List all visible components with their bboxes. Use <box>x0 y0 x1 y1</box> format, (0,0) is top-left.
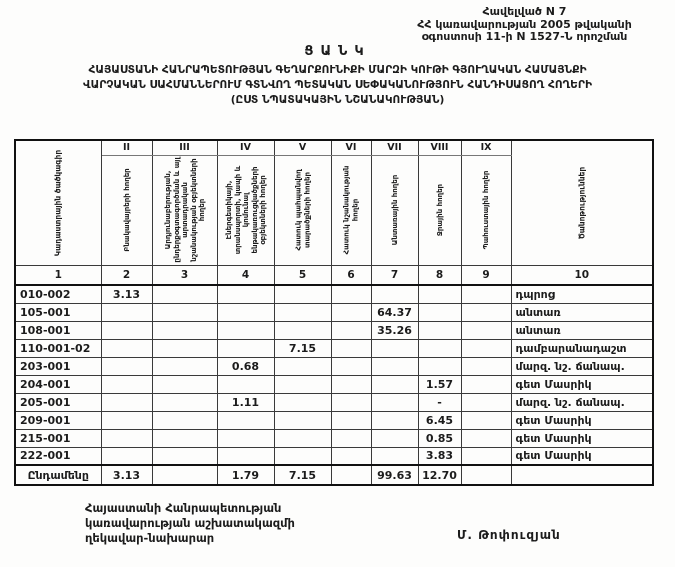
signatory-title-line: Հայաստանի Հանրապետության <box>85 501 282 515</box>
col-header-water-lands: Ջրային հողեր <box>418 155 461 265</box>
value-cell: 6.45 <box>418 411 461 429</box>
value-cell <box>217 375 274 393</box>
value-cell: 0.85 <box>418 429 461 447</box>
value-cell <box>461 303 511 321</box>
value-cell <box>101 357 152 375</box>
table-row <box>15 303 653 321</box>
value-cell <box>371 411 418 429</box>
value-cell <box>152 375 217 393</box>
notes-header-label: Ծանոթություններ <box>577 166 587 239</box>
value-cell <box>152 321 217 339</box>
cadastral-code-cell: 110-001-02 <box>15 339 101 357</box>
value-cell <box>101 339 152 357</box>
note-cell: գետ Մասրիկ <box>511 447 653 465</box>
roman-numeral: III <box>152 140 217 155</box>
signatory-title-line: ղեկավար-նախարար <box>85 531 215 545</box>
column-number: 2 <box>101 265 152 285</box>
value-cell <box>418 303 461 321</box>
column-number: 5 <box>274 265 331 285</box>
value-cell <box>418 321 461 339</box>
table-row <box>15 285 653 303</box>
value-cell <box>217 429 274 447</box>
annex-reference-block <box>382 6 667 44</box>
value-cell <box>371 375 418 393</box>
value-cell <box>461 447 511 465</box>
value-cell <box>274 375 331 393</box>
column-number: 1 <box>15 265 101 285</box>
value-cell <box>461 339 511 357</box>
value-cell <box>331 429 371 447</box>
value-cell <box>274 357 331 375</box>
cadastral-code-cell: 203-001 <box>15 357 101 375</box>
value-cell <box>101 321 152 339</box>
value-cell <box>331 393 371 411</box>
column-number: 9 <box>461 265 511 285</box>
value-cell <box>152 357 217 375</box>
value-cell <box>217 303 274 321</box>
value-cell <box>418 285 461 303</box>
value-cell: 1.57 <box>418 375 461 393</box>
signatory-name: Մ. Թոփուզյան <box>457 528 561 542</box>
total-value-cell: 12.70 <box>418 465 461 485</box>
value-cell <box>418 357 461 375</box>
value-cell <box>152 393 217 411</box>
value-cell: 64.37 <box>371 303 418 321</box>
note-cell: մարզ. նշ. ճանապ. <box>511 357 653 375</box>
cadastral-code-cell: 222-001 <box>15 447 101 465</box>
value-cell <box>274 411 331 429</box>
note-cell: դպրոց <box>511 285 653 303</box>
value-cell: 1.11 <box>217 393 274 411</box>
col-header-protected-areas-lands: Հատուկ պահպանվող տարածքների հողեր <box>274 155 331 265</box>
value-cell <box>274 303 331 321</box>
value-cell <box>418 339 461 357</box>
table-row <box>15 357 653 375</box>
table-row <box>15 321 653 339</box>
col-header-industry-lands: Արդյունաբերության, ընդերքօգտագործման և այլ արտադրական նշանակության օբյեկտների հողեր <box>152 155 217 265</box>
roman-numeral-header-row <box>15 140 653 155</box>
table-row <box>15 447 653 465</box>
value-cell <box>461 393 511 411</box>
total-row <box>15 465 653 485</box>
title-line: ՀԱՅԱՍՏԱՆԻ ՀԱՆՐԱՊԵՏՈՒԹՅԱՆ ԳԵՂԱՐՔՈՒՆԻՔԻ ՄԱՐԶԻ ԿՈՒԹԻ ԳՅՈՒՂԱԿԱՆ ՀԱՄԱՅՆՔԻ <box>88 64 587 76</box>
table-row <box>15 339 653 357</box>
value-cell <box>371 339 418 357</box>
col-header-energy-transport-lands: Էներգետիկայի, տրանսպորտի, կապի և կոմունալ ենթակառուցվածքների օբյեկտների հողեր <box>217 155 274 265</box>
value-cell: 0.68 <box>217 357 274 375</box>
col-header-forest-lands: Անտառային հողեր <box>371 155 418 265</box>
value-cell <box>101 447 152 465</box>
total-label: Ընդամենը <box>15 465 101 485</box>
roman-numeral: VIII <box>418 140 461 155</box>
value-cell <box>461 411 511 429</box>
value-cell <box>101 393 152 411</box>
note-cell: գետ Մասրիկ <box>511 429 653 447</box>
roman-numeral: IX <box>461 140 511 155</box>
value-cell <box>371 357 418 375</box>
land-parcels-table <box>14 139 654 486</box>
table-row <box>15 411 653 429</box>
cadastral-code-cell: 010-002 <box>15 285 101 303</box>
total-value-cell: 3.13 <box>101 465 152 485</box>
column-number: 8 <box>418 265 461 285</box>
value-cell <box>461 375 511 393</box>
value-cell <box>331 411 371 429</box>
title-line: ՎԱՐՉԱԿԱՆ ՍԱՀՄԱՆՆԵՐՈՒՄ ԳՏՆՎՈՂ ՊԵՏԱԿԱՆ ՍԵՓԱԿԱՆՈՒԹՅՈՒՆ ՀԱՆԴԻՍԱՑՈՂ ՀՈՂԵՐԻ <box>83 79 592 91</box>
value-cell <box>274 429 331 447</box>
value-cell <box>461 429 511 447</box>
value-cell <box>274 447 331 465</box>
total-value-cell <box>461 465 511 485</box>
value-cell: 7.15 <box>274 339 331 357</box>
value-cell <box>331 321 371 339</box>
cadastral-code-cell: 108-001 <box>15 321 101 339</box>
value-cell <box>331 285 371 303</box>
value-cell <box>101 375 152 393</box>
column-number: 3 <box>152 265 217 285</box>
total-value-cell: 99.63 <box>371 465 418 485</box>
value-cell <box>461 285 511 303</box>
col-header-settlement-lands: Բնակավայրերի հողեր <box>101 155 152 265</box>
cadastral-code-cell: 204-001 <box>15 375 101 393</box>
total-value-cell: 1.79 <box>217 465 274 485</box>
value-cell <box>152 285 217 303</box>
value-cell <box>152 339 217 357</box>
roman-numeral: V <box>274 140 331 155</box>
land-table-wrapper <box>14 139 654 486</box>
note-cell: գետ Մասրիկ <box>511 411 653 429</box>
value-cell <box>461 321 511 339</box>
column-number: 6 <box>331 265 371 285</box>
value-cell <box>217 447 274 465</box>
cadastral-code-cell: 215-001 <box>15 429 101 447</box>
annex-line: ՀՀ կառավարության 2005 թվականի <box>417 17 632 31</box>
cadastral-code-cell: 205-001 <box>15 393 101 411</box>
value-cell <box>331 339 371 357</box>
value-cell <box>217 321 274 339</box>
signatory-title-line: կառավարության աշխատակազմի <box>85 516 295 530</box>
value-cell <box>152 303 217 321</box>
document-type-heading: ՑԱՆԿ <box>304 44 371 59</box>
value-cell <box>331 447 371 465</box>
annex-line: Հավելված N 7 <box>482 5 567 18</box>
note-cell: դամբարանադաշտ <box>511 339 653 357</box>
col-header-reserve-lands: Պահուստային հողեր <box>461 155 511 265</box>
value-cell <box>371 447 418 465</box>
cadastral-code-cell: 105-001 <box>15 303 101 321</box>
value-cell <box>274 285 331 303</box>
value-cell: 35.26 <box>371 321 418 339</box>
value-cell <box>217 339 274 357</box>
value-cell <box>371 393 418 411</box>
col-header-cadastral-code <box>15 140 101 265</box>
value-cell <box>152 447 217 465</box>
total-value-cell: 7.15 <box>274 465 331 485</box>
roman-numeral: VII <box>371 140 418 155</box>
title-line: (ԸՍՏ ՆՊԱՏԱԿԱՅԻՆ ՆՇԱՆԱԿՈՒԹՅԱՆ) <box>230 94 445 106</box>
signatory-title-block <box>85 501 295 546</box>
value-cell <box>331 375 371 393</box>
value-cell <box>217 285 274 303</box>
note-cell: գետ Մասրիկ <box>511 375 653 393</box>
table-row <box>15 393 653 411</box>
value-cell <box>331 357 371 375</box>
value-cell <box>371 429 418 447</box>
column-number: 7 <box>371 265 418 285</box>
total-note-cell <box>511 465 653 485</box>
value-cell <box>274 393 331 411</box>
value-cell <box>274 321 331 339</box>
total-value-cell <box>152 465 217 485</box>
cadastral-code-cell: 209-001 <box>15 411 101 429</box>
note-cell: մարզ. նշ. ճանապ. <box>511 393 653 411</box>
table-row <box>15 375 653 393</box>
value-cell <box>101 303 152 321</box>
note-cell: անտառ <box>511 303 653 321</box>
roman-numeral: VI <box>331 140 371 155</box>
col-header-notes <box>511 140 653 265</box>
value-cell <box>101 429 152 447</box>
value-cell <box>152 411 217 429</box>
roman-numeral: II <box>101 140 152 155</box>
annex-line: օգոստոսի 11-ի N 1527-Ն որոշման <box>421 30 628 43</box>
column-number: 4 <box>217 265 274 285</box>
col-header-special-purpose-lands: Հատուկ նշանակության հողեր <box>331 155 371 265</box>
document-title <box>0 63 675 108</box>
note-cell: անտառ <box>511 321 653 339</box>
value-cell <box>217 411 274 429</box>
value-cell <box>101 411 152 429</box>
table-row <box>15 429 653 447</box>
total-value-cell <box>331 465 371 485</box>
value-cell: - <box>418 393 461 411</box>
value-cell: 3.13 <box>101 285 152 303</box>
value-cell <box>331 303 371 321</box>
value-cell <box>152 429 217 447</box>
value-cell <box>371 285 418 303</box>
column-number-row <box>15 265 653 285</box>
cadastral-code-header-label: Կադաստրային ծածկագիր <box>53 149 63 256</box>
column-number: 10 <box>511 265 653 285</box>
value-cell <box>461 357 511 375</box>
value-cell: 3.83 <box>418 447 461 465</box>
roman-numeral: IV <box>217 140 274 155</box>
